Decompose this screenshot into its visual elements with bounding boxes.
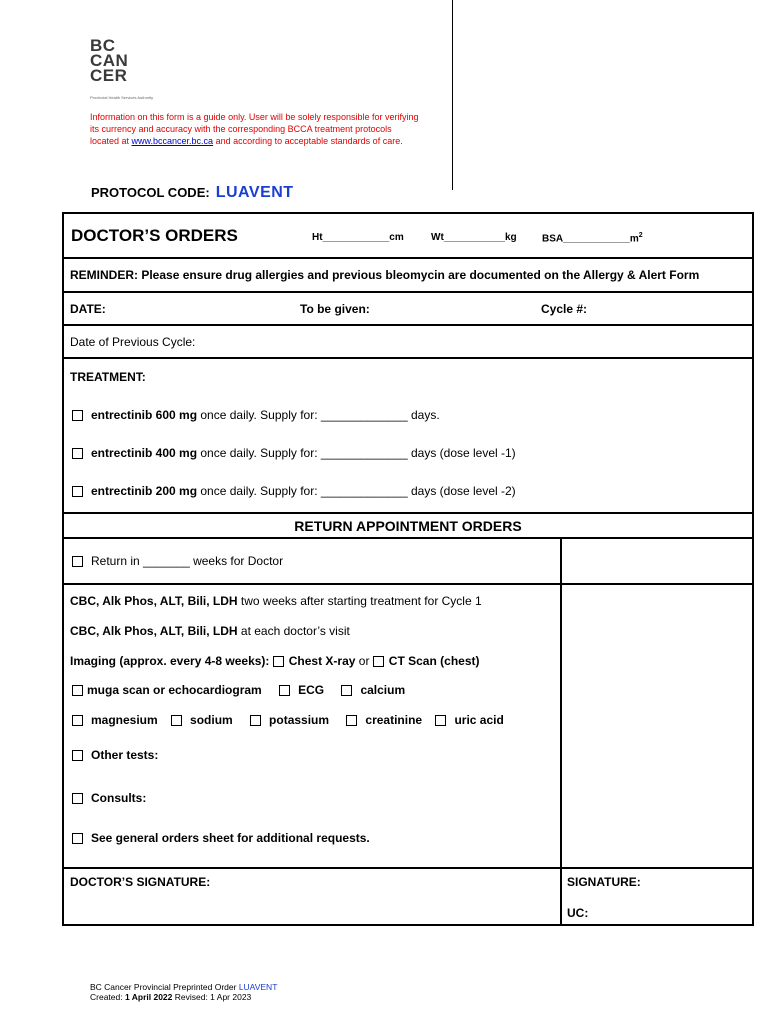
date-label: DATE: [70, 302, 106, 316]
to-be-given-label: To be given: [300, 302, 370, 316]
logo-line: CER [90, 66, 128, 85]
test-ecg: ECG [298, 683, 325, 697]
disclaimer-text: Information on this form is a guide only. User will be solely responsible for verifying its currency and accuracy with the corresponding BCCA treatment protocols located at [90, 112, 419, 146]
treatment-heading: TREATMENT: [70, 370, 146, 384]
weight-field[interactable]: Wt___________kg [431, 232, 517, 243]
checkbox[interactable] [72, 685, 83, 696]
consults-option[interactable] [72, 791, 146, 805]
imaging-row [70, 654, 479, 668]
drug-name: entrectinib 200 mg [91, 484, 198, 498]
footer-created-label: Created: [90, 992, 125, 1002]
consults-label: Consults: [91, 791, 147, 805]
divider [560, 583, 752, 585]
bsa-label: BSA____________m [542, 233, 639, 245]
other-tests-label: Other tests: [91, 748, 159, 762]
return-appointment-heading: RETURN APPOINTMENT ORDERS [294, 518, 522, 534]
doctor-signature-label: DOCTOR’S SIGNATURE: [70, 875, 211, 889]
bccancer-link[interactable]: www.bccancer.bc.ca [131, 136, 214, 146]
treatment-option[interactable] [72, 446, 516, 460]
drug-instructions: once daily. Supply for: _____________ days. [197, 408, 440, 422]
divider [64, 291, 752, 293]
footer [90, 982, 277, 1002]
checkbox[interactable] [72, 410, 83, 421]
other-tests-option[interactable] [72, 748, 158, 762]
test-calcium: calcium [360, 683, 406, 697]
chest-xray-label: Chest X-ray [288, 654, 356, 668]
right-column-divider [560, 537, 562, 924]
drug-name: entrectinib 400 mg [91, 446, 198, 460]
labs-list: CBC, Alk Phos, ALT, Bili, LDH [70, 594, 238, 608]
checkbox[interactable] [72, 448, 83, 459]
tests-row [72, 713, 504, 727]
protocol-label: PROTOCOL CODE: [91, 185, 210, 200]
cycle-label: Cycle #: [541, 302, 588, 316]
disclaimer [90, 111, 420, 147]
general-orders-option[interactable] [72, 831, 370, 845]
logo-line: CAN [90, 51, 129, 70]
divider [64, 324, 752, 326]
bc-cancer-logo [90, 38, 128, 83]
checkbox[interactable] [72, 793, 83, 804]
checkbox[interactable] [346, 715, 357, 726]
tests-row [72, 683, 405, 697]
checkbox[interactable] [72, 833, 83, 844]
labs-list: CBC, Alk Phos, ALT, Bili, LDH [70, 624, 238, 638]
checkbox[interactable] [72, 750, 83, 761]
footer-created-date: 1 April 2022 [124, 992, 173, 1002]
bsa-field[interactable] [542, 232, 643, 244]
test-muga: muga scan or echocardiogram [87, 683, 262, 697]
checkbox[interactable] [341, 685, 352, 696]
checkbox[interactable] [373, 656, 384, 667]
previous-cycle-label: Date of Previous Cycle: [70, 335, 196, 349]
doctors-orders-form [62, 212, 754, 926]
labs-timing: at each doctor’s visit [237, 624, 350, 638]
divider [64, 512, 752, 514]
footer-line2 [90, 992, 277, 1002]
drug-instructions: once daily. Supply for: _____________ days (dose level -2) [197, 484, 516, 498]
drug-name: entrectinib 600 mg [91, 408, 198, 422]
doctors-orders-title: DOCTOR’S ORDERS [71, 226, 238, 245]
signature-label: SIGNATURE: [567, 875, 641, 889]
return-in-option[interactable] [72, 554, 283, 568]
general-orders-label: See general orders sheet for additional requests. [91, 831, 370, 845]
footer-line1 [90, 982, 277, 992]
labs-timing: two weeks after starting treatment for Cycle 1 [237, 594, 482, 608]
bsa-unit-sup: 2 [638, 232, 643, 239]
labs-each-visit [70, 624, 350, 638]
checkbox[interactable] [273, 656, 284, 667]
test-sodium: sodium [190, 713, 233, 727]
protocol-code-line [91, 184, 294, 202]
divider [64, 867, 752, 869]
footer-order-text: BC Cancer Provincial Preprinted Order [90, 982, 239, 992]
footer-revised: Revised: 1 Apr 2023 [172, 992, 252, 1002]
treatment-option[interactable] [72, 408, 440, 422]
labs-cycle1 [70, 594, 482, 608]
test-uric-acid: uric acid [454, 713, 504, 727]
checkbox[interactable] [435, 715, 446, 726]
treatment-option[interactable] [72, 484, 516, 498]
ct-scan-label: CT Scan (chest) [388, 654, 480, 668]
checkbox[interactable] [72, 486, 83, 497]
drug-instructions: once daily. Supply for: _____________ days (dose level -1) [197, 446, 516, 460]
test-magnesium: magnesium [91, 713, 158, 727]
logo-subtitle: Provincial Health Services Authority [90, 95, 154, 100]
checkbox[interactable] [171, 715, 182, 726]
checkbox[interactable] [250, 715, 261, 726]
uc-label: UC: [567, 906, 589, 920]
protocol-code: LUAVENT [215, 184, 294, 201]
imaging-or: or [355, 654, 373, 668]
test-creatinine: creatinine [365, 713, 423, 727]
allergy-reminder: REMINDER: Please ensure drug allergies and previous bleomycin are documented on the Allergy & Alert Form [70, 268, 700, 282]
header-divider [452, 0, 453, 190]
checkbox[interactable] [279, 685, 290, 696]
test-potassium: potassium [269, 713, 330, 727]
height-field[interactable]: Ht____________cm [312, 232, 404, 243]
logo-line: BC [90, 36, 116, 55]
divider [64, 257, 752, 259]
divider [64, 357, 752, 359]
divider [64, 537, 752, 539]
footer-protocol-code: LUAVENT [238, 982, 278, 992]
imaging-label: Imaging (approx. every 4-8 weeks): [70, 654, 270, 668]
checkbox[interactable] [72, 715, 83, 726]
disclaimer-text-end: and according to acceptable standards of care. [213, 136, 403, 146]
checkbox[interactable] [72, 556, 83, 567]
divider [64, 583, 560, 585]
return-in-text: Return in _______ weeks for Doctor [91, 554, 284, 568]
